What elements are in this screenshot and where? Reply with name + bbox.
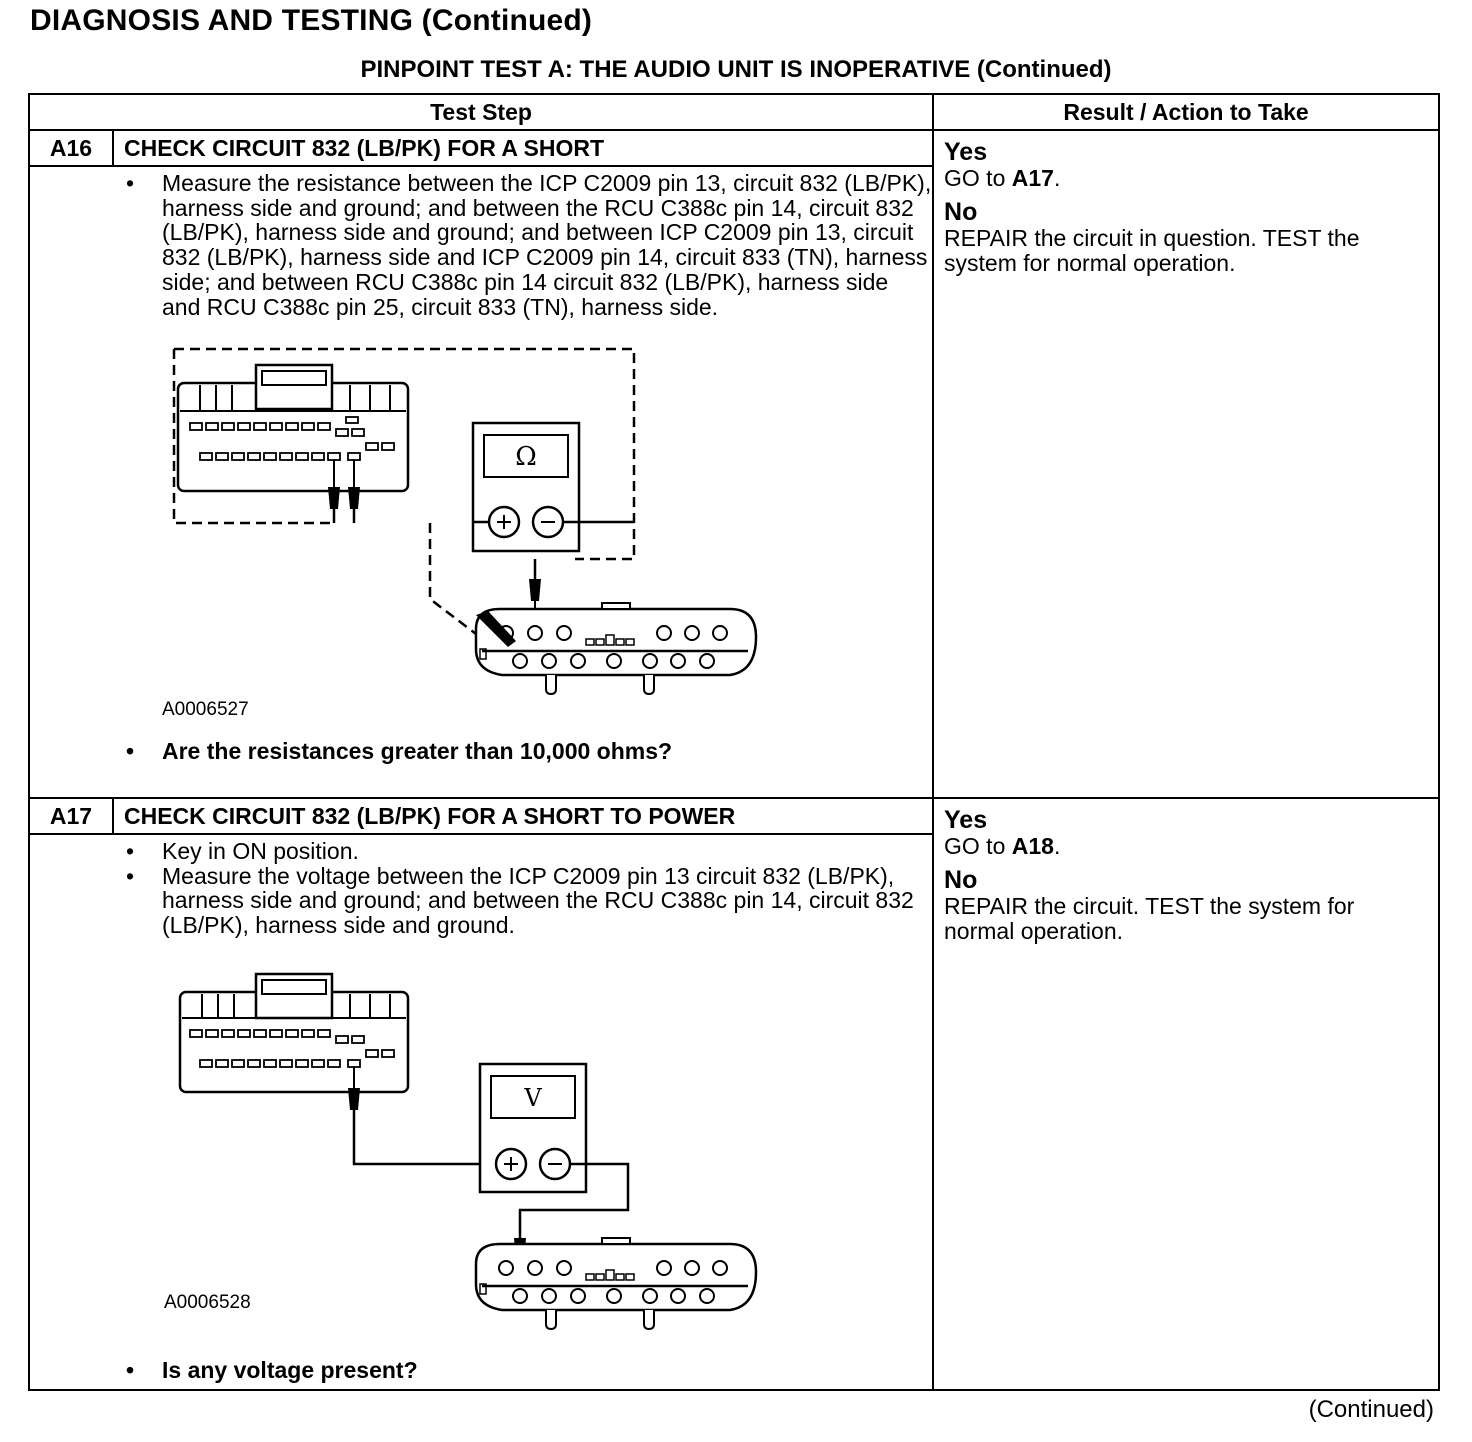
- yes-target-a17: A18: [1011, 833, 1054, 859]
- pinpoint-test-title: PINPOINT TEST A: THE AUDIO UNIT IS INOPERATIVE (Continued): [360, 56, 1112, 83]
- header-test-step: Test Step: [29, 94, 933, 130]
- yes-action-a17: GO to A18.: [944, 833, 1061, 859]
- instruction-a17-2: • Measure the voltage between the ICP C2009 pin 13 circuit 832 (LB/PK), harness side and ground; and between the RCU C388c pin 14, circuit 832 (LB/PK), harness side and ground.: [30, 864, 932, 938]
- instruction-a16-1: • Measure the resistance between the ICP C2009 pin 13, circuit 832 (LB/PK), harness side and ground; and between the RCU C388c pin 14, circuit 832 (LB/PK), harness side and ground; and between ICP C2009 pin 13, circuit 832 (LB/PK), harness side and ICP C2009 pin 14, circuit 833 (TN), harness side; and between RCU C388c pin 14 circuit 832 (LB/PK), harness side and RCU C388c pin 25, circuit 833 (TN), harness side.: [30, 171, 932, 319]
- meter-symbol-a17: V: [524, 1083, 542, 1112]
- pinpoint-test-table: [28, 93, 1440, 1391]
- header-result-action: Result / Action to Take: [933, 94, 1439, 130]
- page-title: DIAGNOSIS AND TESTING (Continued): [30, 4, 593, 37]
- rcu-connector: [476, 603, 756, 694]
- diagram-a16: [30, 319, 932, 739]
- result-cell-a16: [933, 130, 1439, 798]
- no-action-a16: REPAIR the circuit in question. TEST the system for normal operation.: [944, 225, 1360, 276]
- meter-symbol-a16: Ω: [515, 442, 537, 473]
- step-title-a16: CHECK CIRCUIT 832 (LB/PK) FOR A SHORT: [113, 130, 933, 166]
- diagram-a17: [30, 938, 932, 1358]
- result-cell-a17: [933, 798, 1439, 1390]
- no-label-a17: No: [944, 866, 978, 894]
- rcu-connector: [476, 1238, 756, 1329]
- figure-ref-a17: A0006528: [164, 1291, 251, 1313]
- step-body-a16: [29, 166, 933, 798]
- step-body-a17: [29, 834, 933, 1390]
- no-action-a17: REPAIR the circuit. TEST the system for normal operation.: [944, 893, 1355, 944]
- instruction-a17-1: • Key in ON position.: [30, 839, 932, 864]
- figure-ref-a16: A0006527: [162, 699, 249, 721]
- ohmmeter: [473, 423, 579, 551]
- question-a16: • Are the resistances greater than 10,000 ohms?: [30, 739, 932, 764]
- icp-connector: [178, 365, 408, 491]
- continued-note: (Continued): [1308, 1396, 1434, 1423]
- step-id-a16: A16: [29, 130, 113, 166]
- yes-label-a16: Yes: [944, 138, 988, 166]
- ohmmeter-circuit-diagram: [30, 319, 934, 739]
- step-id-a17: A17: [29, 798, 113, 834]
- yes-label-a17: Yes: [944, 806, 988, 834]
- question-a17: • Is any voltage present?: [30, 1358, 932, 1383]
- voltmeter: [480, 1064, 586, 1192]
- yes-action-a16: GO to A17.: [944, 165, 1061, 191]
- icp-connector: [180, 974, 408, 1092]
- step-title-a17: CHECK CIRCUIT 832 (LB/PK) FOR A SHORT TO POWER: [113, 798, 933, 834]
- no-label-a16: No: [944, 198, 978, 226]
- yes-target-a16: A17: [1011, 165, 1054, 191]
